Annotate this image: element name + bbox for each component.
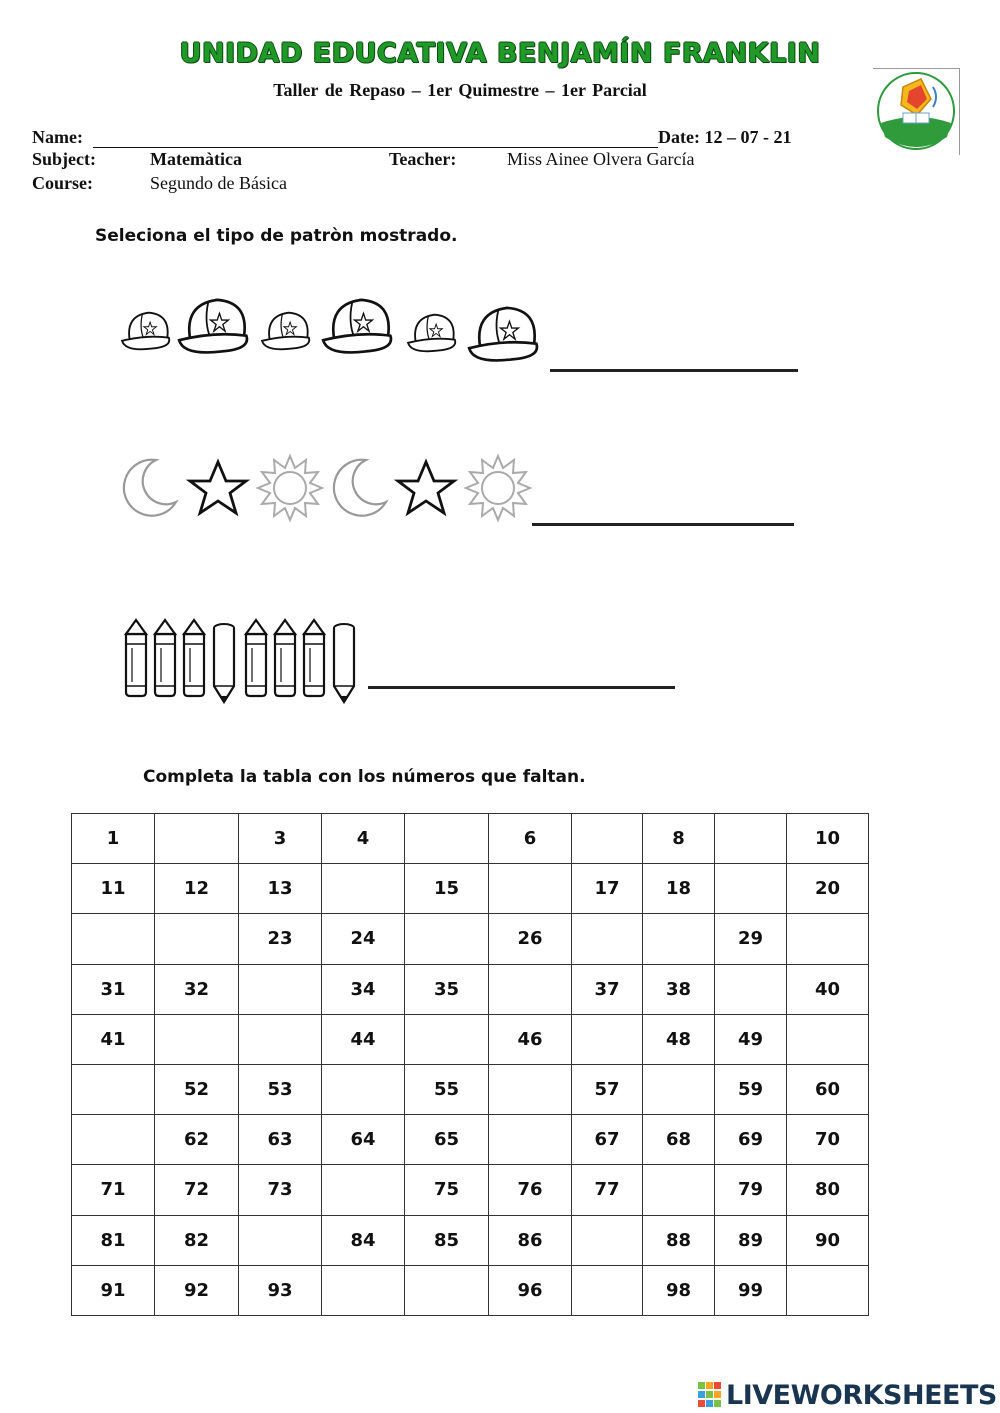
brand-name: LIVEWORKSHEETS — [726, 1379, 997, 1411]
number-cell: 65 — [405, 1115, 489, 1165]
table-row — [72, 1115, 869, 1165]
number-cell: 90 — [787, 1215, 869, 1265]
blank-answer-cell[interactable] — [572, 914, 643, 964]
blank-answer-cell[interactable] — [72, 914, 155, 964]
blank-answer-cell[interactable] — [72, 1064, 155, 1114]
number-cell: 55 — [405, 1064, 489, 1114]
number-cell: 34 — [322, 964, 405, 1014]
number-cell: 6 — [489, 814, 572, 864]
table-instruction: Completa la tabla con los números que faltan. — [143, 767, 586, 787]
number-cell: 48 — [643, 1014, 715, 1064]
number-cell: 79 — [715, 1165, 787, 1215]
name-answer-line[interactable] — [93, 147, 658, 148]
crayon-icon — [304, 620, 324, 696]
blank-answer-cell[interactable] — [489, 964, 572, 1014]
table-row — [72, 1064, 869, 1114]
crayon-icon — [155, 620, 175, 696]
number-cell: 37 — [572, 964, 643, 1014]
number-cell: 98 — [643, 1265, 715, 1315]
number-cell: 59 — [715, 1064, 787, 1114]
cap-small-icon — [262, 313, 309, 350]
table-row — [72, 864, 869, 914]
number-cell: 1 — [72, 814, 155, 864]
number-cell: 63 — [239, 1115, 322, 1165]
pattern-1-answer-line[interactable] — [550, 369, 798, 372]
date-label: Date: 12 – 07 - 21 — [658, 127, 792, 147]
sun-icon — [258, 456, 322, 520]
number-cell: 18 — [643, 864, 715, 914]
star-icon — [398, 462, 454, 513]
pattern-1-caps — [115, 283, 555, 383]
table-row — [72, 914, 869, 964]
table-row — [72, 814, 869, 864]
blank-answer-cell[interactable] — [322, 1265, 405, 1315]
number-cell: 35 — [405, 964, 489, 1014]
pattern-3-crayons — [118, 614, 368, 706]
number-cell: 12 — [155, 864, 239, 914]
number-cell: 88 — [643, 1215, 715, 1265]
school-title: UNIDAD EDUCATIVA BENJAMÍN FRANKLIN — [179, 38, 821, 69]
blank-answer-cell[interactable] — [239, 964, 322, 1014]
worksheet-subtitle: Taller de Repaso – 1er Quimestre – 1er Parcial — [273, 80, 647, 100]
pattern-3-answer-line[interactable] — [368, 686, 675, 689]
number-cell: 46 — [489, 1014, 572, 1064]
blank-answer-cell[interactable] — [405, 814, 489, 864]
table-row — [72, 1215, 869, 1265]
number-cell: 77 — [572, 1165, 643, 1215]
cap-large-icon — [469, 308, 537, 361]
number-cell: 17 — [572, 864, 643, 914]
moon-icon — [124, 460, 176, 516]
pattern-2-answer-line[interactable] — [532, 523, 794, 526]
blank-answer-cell[interactable] — [787, 1014, 869, 1064]
subject-label: Subject: — [32, 149, 96, 169]
number-cell: 85 — [405, 1215, 489, 1265]
blank-answer-cell[interactable] — [787, 914, 869, 964]
number-cell: 60 — [787, 1064, 869, 1114]
blank-answer-cell[interactable] — [405, 1265, 489, 1315]
number-cell: 93 — [239, 1265, 322, 1315]
blank-answer-cell[interactable] — [572, 1215, 643, 1265]
number-cell: 76 — [489, 1165, 572, 1215]
table-row — [72, 1014, 869, 1064]
blank-answer-cell[interactable] — [643, 914, 715, 964]
number-cell: 41 — [72, 1014, 155, 1064]
number-cell: 49 — [715, 1014, 787, 1064]
moon-icon — [334, 460, 386, 516]
course-value: Segundo de Básica — [150, 173, 287, 193]
number-cell: 53 — [239, 1064, 322, 1114]
number-cell: 80 — [787, 1165, 869, 1215]
star-icon — [190, 462, 246, 513]
school-logo — [873, 68, 960, 155]
school-crest-icon — [873, 69, 959, 155]
number-cell: 84 — [322, 1215, 405, 1265]
number-cell: 75 — [405, 1165, 489, 1215]
blank-answer-cell[interactable] — [489, 1115, 572, 1165]
blank-answer-cell[interactable] — [322, 864, 405, 914]
number-cell: 44 — [322, 1014, 405, 1064]
pencil-icon — [334, 624, 354, 702]
course-label: Course: — [32, 173, 93, 193]
blank-answer-cell[interactable] — [572, 1014, 643, 1064]
teacher-value: Miss Ainee Olvera García — [507, 149, 695, 169]
number-cell: 31 — [72, 964, 155, 1014]
number-cell: 72 — [155, 1165, 239, 1215]
pattern-2-shapes — [118, 452, 538, 524]
subject-value: Matemàtica — [150, 149, 242, 169]
blank-answer-cell[interactable] — [155, 1014, 239, 1064]
number-cell: 68 — [643, 1115, 715, 1165]
blank-answer-cell[interactable] — [405, 1014, 489, 1064]
number-cell: 52 — [155, 1064, 239, 1114]
cap-large-icon — [323, 300, 391, 353]
number-cell: 70 — [787, 1115, 869, 1165]
crayon-icon — [184, 620, 204, 696]
blank-answer-cell[interactable] — [787, 1265, 869, 1315]
number-cell: 26 — [489, 914, 572, 964]
number-cell: 57 — [572, 1064, 643, 1114]
number-cell: 96 — [489, 1265, 572, 1315]
number-cell: 82 — [155, 1215, 239, 1265]
blank-answer-cell[interactable] — [715, 964, 787, 1014]
number-cell: 92 — [155, 1265, 239, 1315]
number-cell: 64 — [322, 1115, 405, 1165]
crayon-icon — [275, 620, 295, 696]
number-cell: 67 — [572, 1115, 643, 1165]
number-cell: 62 — [155, 1115, 239, 1165]
number-cell: 20 — [787, 864, 869, 914]
number-cell: 29 — [715, 914, 787, 964]
number-cell: 40 — [787, 964, 869, 1014]
number-cell: 99 — [715, 1265, 787, 1315]
blank-answer-cell[interactable] — [715, 814, 787, 864]
number-cell: 8 — [643, 814, 715, 864]
blank-answer-cell[interactable] — [72, 1115, 155, 1165]
liveworksheets-brand — [698, 1378, 997, 1412]
blank-answer-cell[interactable] — [715, 864, 787, 914]
number-cell: 38 — [643, 964, 715, 1014]
number-cell: 11 — [72, 864, 155, 914]
blank-answer-cell[interactable] — [643, 1064, 715, 1114]
number-cell: 86 — [489, 1215, 572, 1265]
blank-answer-cell[interactable] — [572, 814, 643, 864]
teacher-label: Teacher: — [389, 149, 457, 169]
blank-answer-cell[interactable] — [239, 1215, 322, 1265]
blank-answer-cell[interactable] — [572, 1265, 643, 1315]
number-cell: 13 — [239, 864, 322, 914]
pattern-instruction: Seleciona el tipo de patròn mostrado. — [95, 226, 458, 246]
blank-answer-cell[interactable] — [322, 1165, 405, 1215]
sun-icon — [466, 456, 530, 520]
number-cell: 23 — [239, 914, 322, 964]
crayon-icon — [126, 620, 146, 696]
number-cell: 71 — [72, 1165, 155, 1215]
number-cell: 32 — [155, 964, 239, 1014]
table-row — [72, 964, 869, 1014]
table-row — [72, 1265, 869, 1315]
pencil-icon — [214, 624, 234, 702]
liveworksheets-logo-icon — [698, 1382, 722, 1408]
number-cell: 4 — [322, 814, 405, 864]
number-cell: 91 — [72, 1265, 155, 1315]
blank-answer-cell[interactable] — [239, 1014, 322, 1064]
blank-answer-cell[interactable] — [489, 864, 572, 914]
cap-small-icon — [122, 313, 169, 350]
number-cell: 69 — [715, 1115, 787, 1165]
blank-answer-cell[interactable] — [643, 1165, 715, 1215]
number-cell: 10 — [787, 814, 869, 864]
table-row — [72, 1165, 869, 1215]
crayon-icon — [246, 620, 266, 696]
number-cell: 24 — [322, 914, 405, 964]
blank-answer-cell[interactable] — [489, 1064, 572, 1114]
name-label: Name: — [32, 127, 83, 147]
number-cell: 3 — [239, 814, 322, 864]
blank-answer-cell[interactable] — [405, 914, 489, 964]
blank-answer-cell[interactable] — [155, 914, 239, 964]
blank-answer-cell[interactable] — [155, 814, 239, 864]
cap-large-icon — [179, 300, 247, 353]
number-cell: 73 — [239, 1165, 322, 1215]
cap-small-icon — [408, 315, 455, 352]
number-cell: 81 — [72, 1215, 155, 1265]
number-cell: 15 — [405, 864, 489, 914]
number-cell: 89 — [715, 1215, 787, 1265]
hundred-chart-table — [71, 813, 869, 1316]
blank-answer-cell[interactable] — [322, 1064, 405, 1114]
